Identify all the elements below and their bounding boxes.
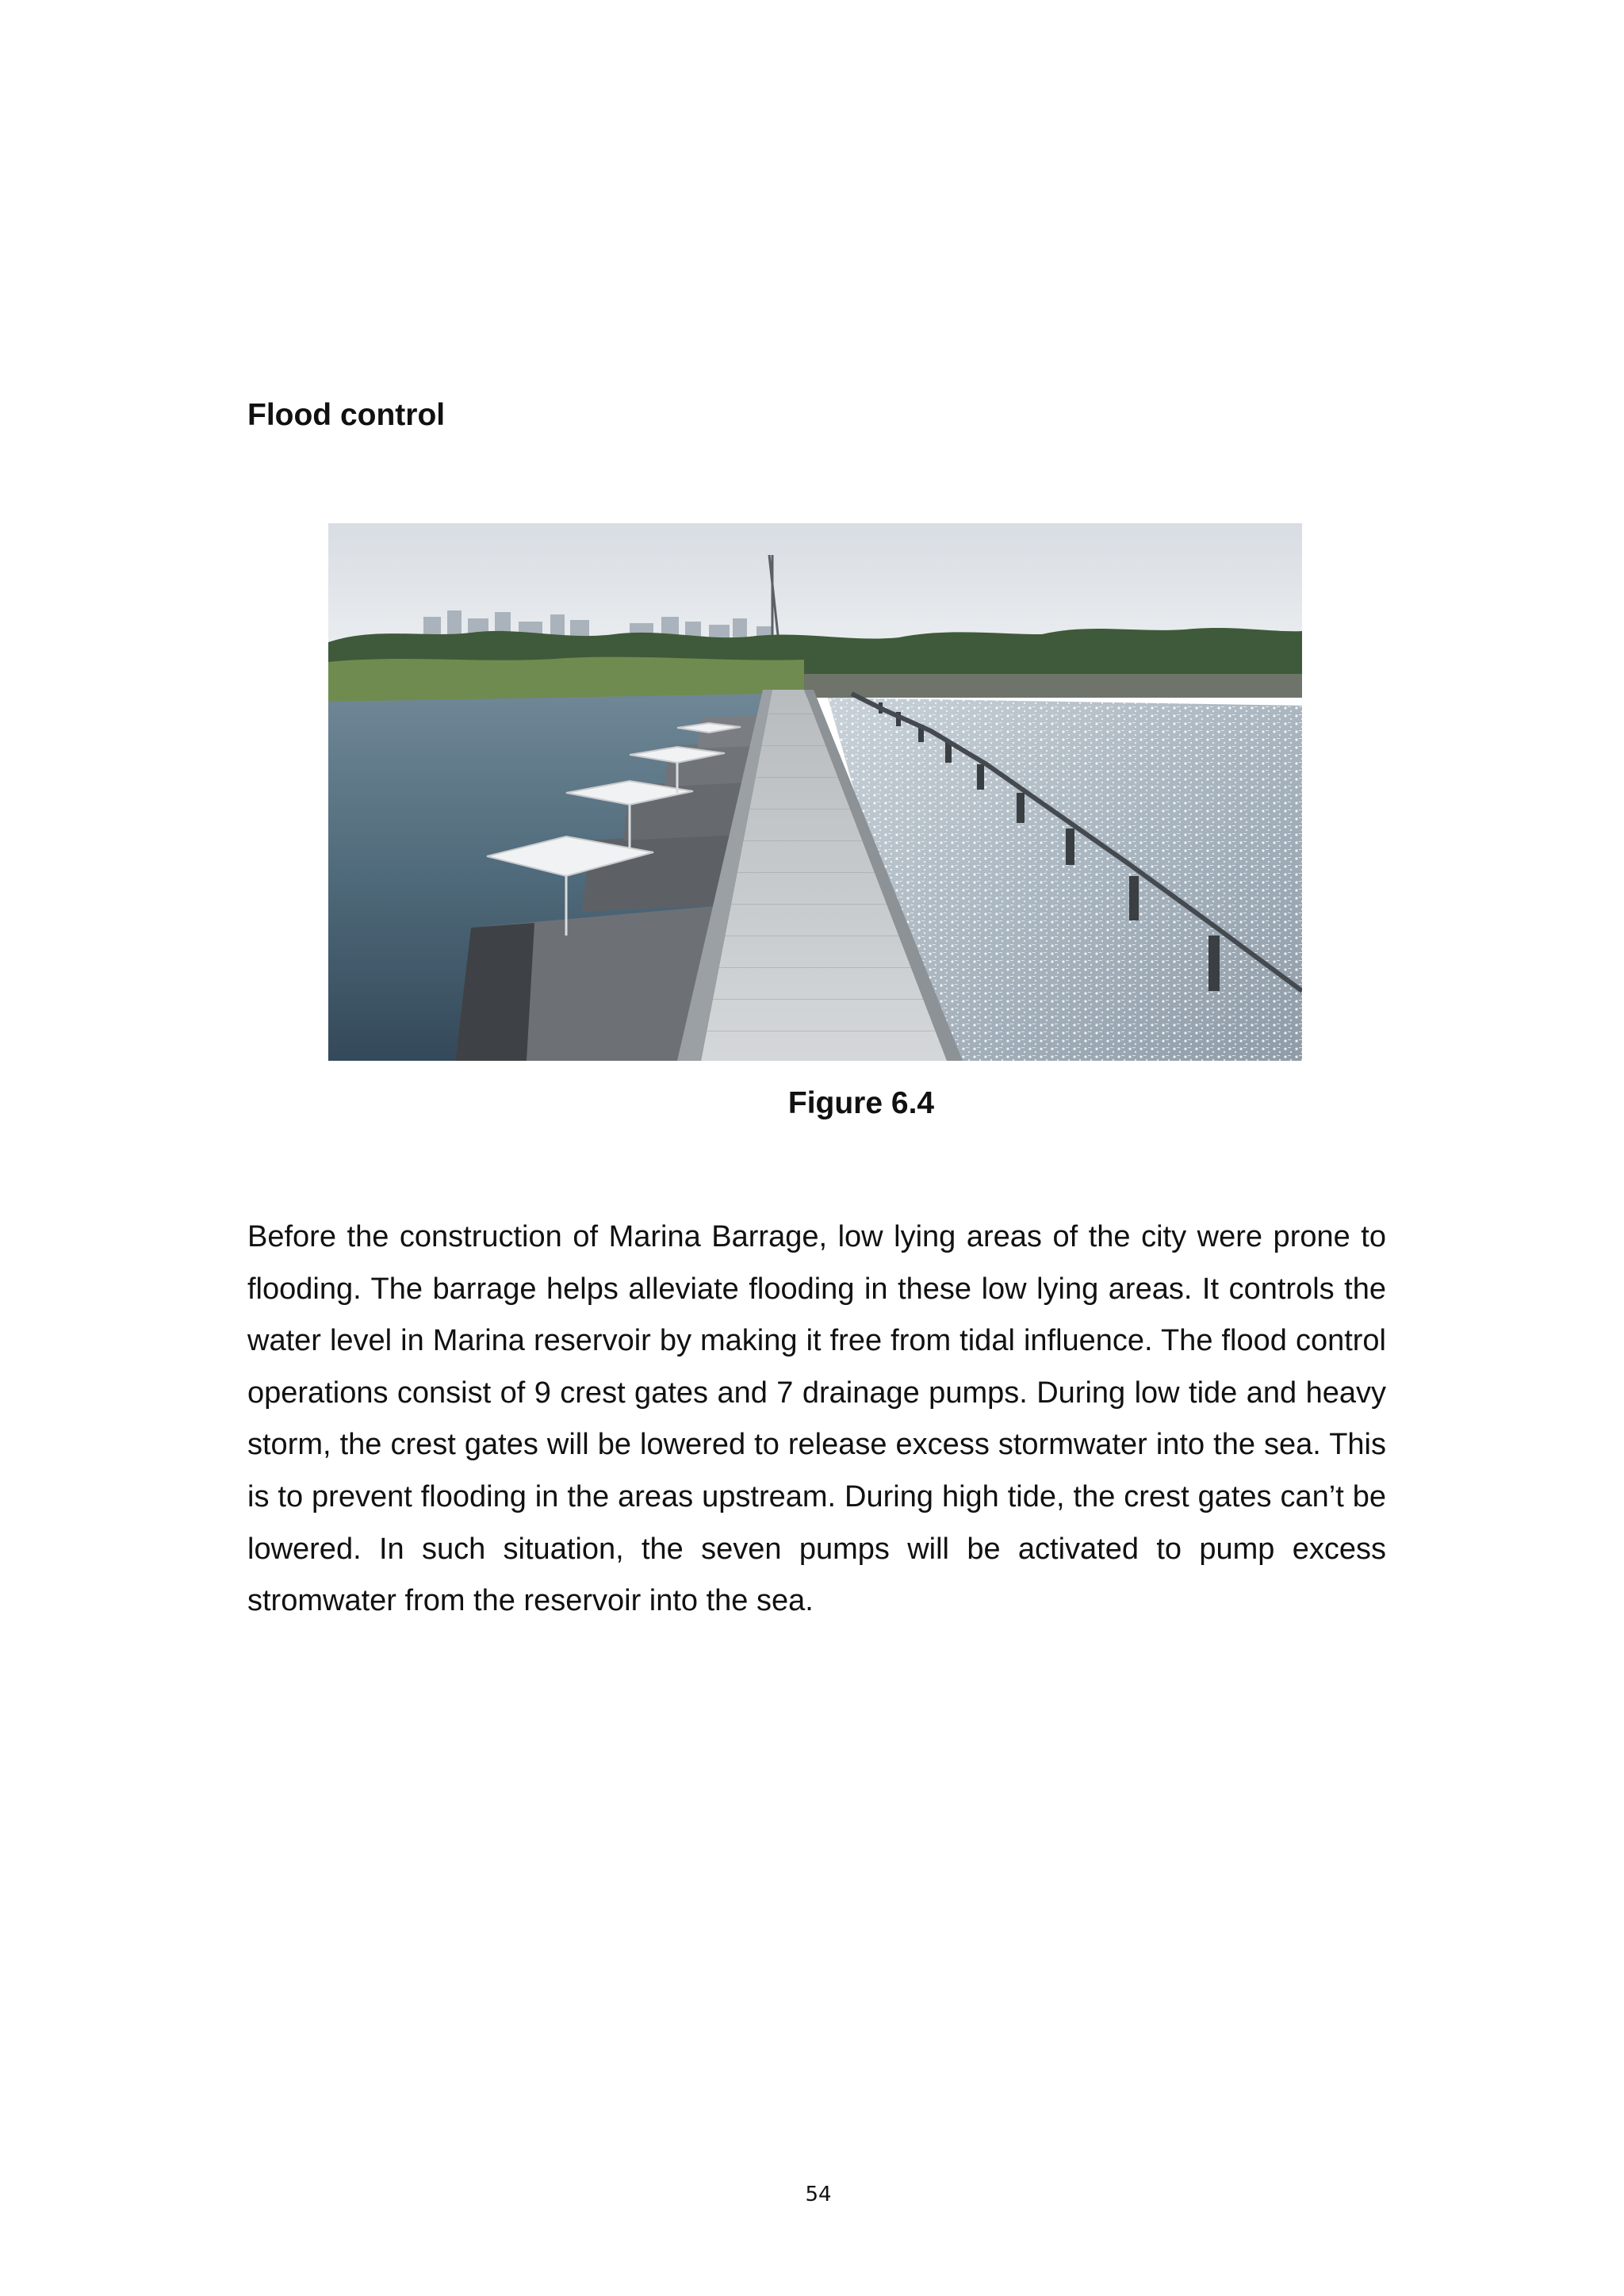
page-number (0, 2179, 1624, 2210)
page-number-text: 54 (805, 2183, 832, 2206)
figure-photo (328, 523, 1302, 1061)
figure-caption-text: Figure 6.4 (787, 1086, 935, 1120)
section-heading: Flood control (247, 398, 446, 432)
body-paragraph: Before the construction of Marina Barrage, low lying areas of the city were prone to flooding. The barrage helps alleviate flooding in these low lying areas. It controls the water level in Marina reservoir by making it free from tidal influence. The flood control operations consist of 9 crest gates and 7 drainage pumps. During low tide and heavy storm, the crest gates will be lowered to release excess stormwater into the sea. This is to prevent flooding in the areas upstream. During high tide, the crest gates can’t be lowered. In such situation, the seven pumps will be activated to pump excess stromwater from the reservoir into the sea. (247, 1220, 1386, 1618)
figure-caption (0, 1081, 1624, 1126)
